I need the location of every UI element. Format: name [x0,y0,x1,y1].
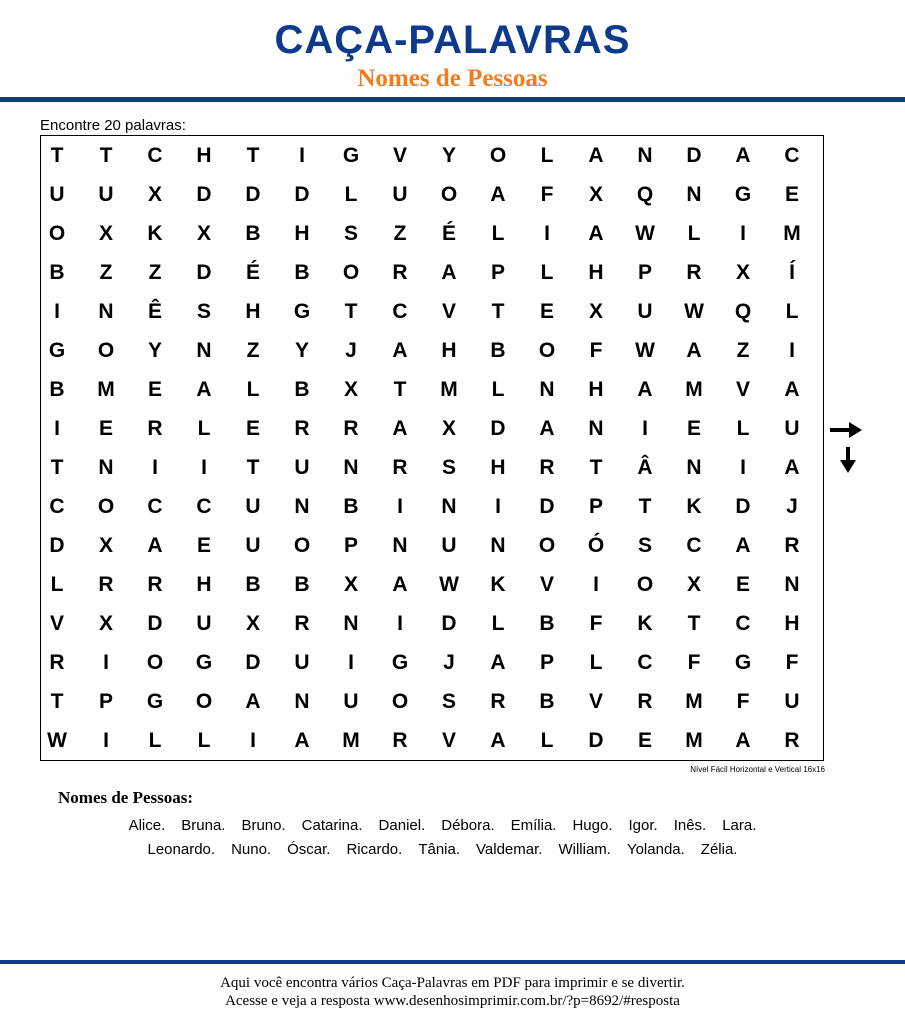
grid-letter[interactable]: N [343,611,359,635]
grid-letter[interactable]: I [397,494,403,518]
top-divider [0,97,905,102]
grid-letter[interactable]: W [47,728,67,752]
grid-letter[interactable]: O [489,143,507,167]
arrow-down-icon [838,446,858,474]
grid-letter[interactable]: L [148,728,162,752]
grid-letter[interactable]: L [540,728,554,752]
grid-letter[interactable]: E [637,728,652,752]
grid-letter[interactable]: O [146,650,164,674]
grid-letter[interactable]: J [345,338,357,362]
grid-letter[interactable]: P [588,494,603,518]
grid-letter[interactable]: R [147,416,163,440]
grid-letter[interactable]: G [48,338,66,362]
grid-letter[interactable]: É [441,221,456,245]
grid-letter[interactable]: R [686,260,702,284]
grid-letter[interactable]: N [784,572,800,596]
grid-letter[interactable]: O [342,260,360,284]
grid-letter[interactable]: I [201,455,207,479]
grid-letter[interactable]: B [49,377,65,401]
grid-letter[interactable]: E [147,377,162,401]
grid-letter[interactable]: X [441,416,456,440]
grid-letter[interactable]: M [685,689,703,713]
grid-letter[interactable]: Z [736,338,750,362]
grid-letter[interactable]: L [736,416,750,440]
grid-letter[interactable]: D [539,494,555,518]
grid-letter[interactable]: U [245,533,261,557]
grid-letter[interactable]: R [147,572,163,596]
grid-letter[interactable]: R [294,611,310,635]
grid-letter[interactable]: N [196,338,212,362]
grid-letter[interactable]: N [490,533,506,557]
grid-letter[interactable]: A [784,455,800,479]
grid-letter[interactable]: E [98,416,113,440]
instruction-text: Encontre 20 palavras: [40,117,186,134]
grid-letter[interactable]: F [589,338,603,362]
grid-letter[interactable]: B [245,221,261,245]
grid-letter[interactable]: S [637,533,652,557]
grid-letter[interactable]: A [539,416,555,440]
grid-letter[interactable]: O [440,182,458,206]
grid-letter[interactable]: L [785,299,799,323]
grid-letter[interactable]: L [491,221,505,245]
grid-letter[interactable]: M [685,728,703,752]
word-list-item: Débora. [441,817,495,834]
word-list-item: Bruno. [241,817,286,834]
grid-letter[interactable]: R [49,650,65,674]
grid-letter[interactable]: A [735,143,751,167]
grid-letter[interactable]: X [735,260,750,284]
word-list-row-2 [0,841,885,858]
grid-letter[interactable]: I [789,338,795,362]
grid-letter[interactable]: X [343,377,358,401]
grid-letter[interactable]: J [786,494,798,518]
grid-letter[interactable]: A [637,377,653,401]
grid-letter[interactable]: S [441,455,456,479]
word-list-item: Lara. [722,817,757,834]
grid-letter[interactable]: I [152,455,158,479]
grid-letter[interactable]: F [540,182,554,206]
grid-letter[interactable]: Z [99,260,113,284]
grid-letter[interactable]: R [784,728,800,752]
grid-letter[interactable]: T [99,143,113,167]
word-search-grid [47,136,841,760]
grid-letter[interactable]: C [147,143,163,167]
grid-letter[interactable]: B [490,338,506,362]
grid-letter[interactable]: C [392,299,408,323]
arrow-right-icon [829,420,863,440]
grid-letter[interactable]: A [245,689,261,713]
grid-letter[interactable]: N [686,455,702,479]
grid-letter[interactable]: O [538,533,556,557]
grid-letter[interactable]: B [539,611,555,635]
grid-letter[interactable]: D [441,611,457,635]
grid-letter[interactable]: E [196,533,211,557]
grid-letter[interactable]: W [439,572,459,596]
grid-letter[interactable]: H [196,143,212,167]
grid-letter[interactable]: V [49,611,64,635]
grid-letter[interactable]: A [490,650,506,674]
word-list-row-1 [0,817,885,834]
grid-letter[interactable]: I [495,494,501,518]
grid-letter[interactable]: B [294,377,310,401]
grid-letter[interactable]: U [49,182,65,206]
grid-letter[interactable]: T [246,455,260,479]
grid-letter[interactable]: R [343,416,359,440]
grid-letter[interactable]: A [490,182,506,206]
grid-letter[interactable]: R [539,455,555,479]
grid-letter[interactable]: A [735,728,751,752]
grid-letter[interactable]: H [441,338,457,362]
grid-letter[interactable]: N [588,416,604,440]
grid-letter[interactable]: B [294,572,310,596]
grid-letter[interactable]: N [294,494,310,518]
grid-letter[interactable]: B [343,494,359,518]
grid-letter[interactable]: D [245,182,261,206]
grid-letter[interactable]: T [687,611,701,635]
grid-letter[interactable]: L [687,221,701,245]
grid-letter[interactable]: E [539,299,554,323]
grid-letter[interactable]: H [196,572,212,596]
grid-letter[interactable]: I [250,728,256,752]
grid-letter[interactable]: T [393,377,407,401]
grid-letter[interactable]: K [637,611,653,635]
grid-letter[interactable]: S [196,299,211,323]
word-list-item: Emília. [510,817,557,834]
grid-letter[interactable]: C [147,494,163,518]
grid-letter[interactable]: X [588,299,603,323]
word-list-item: Catarina. [301,817,363,834]
word-list-item: Leonardo. [147,841,216,858]
grid-letter[interactable]: O [636,572,654,596]
grid-letter[interactable]: X [343,572,358,596]
grid-letter[interactable]: C [196,494,212,518]
grid-letter[interactable]: A [147,533,163,557]
word-search-grid-frame [40,135,824,761]
grid-letter[interactable]: R [98,572,114,596]
grid-letter[interactable]: A [686,338,702,362]
grid-letter[interactable]: O [48,221,66,245]
grid-letter[interactable]: G [734,650,752,674]
page-title: CAÇA-PALAVRAS [274,18,631,62]
grid-letter[interactable]: L [197,728,211,752]
grid-letter[interactable]: I [593,572,599,596]
grid-letter[interactable]: É [245,260,260,284]
word-list-item: Igor. [628,817,658,834]
grid-letter[interactable]: N [343,455,359,479]
grid-letter[interactable]: A [784,377,800,401]
word-list-item: Hugo. [572,817,613,834]
grid-letter[interactable]: Z [148,260,162,284]
grid-letter[interactable]: Z [246,338,260,362]
word-list-item: Tânia. [418,841,461,858]
grid-letter[interactable]: T [491,299,505,323]
grid-letter[interactable]: G [195,650,213,674]
grid-letter[interactable]: D [196,182,212,206]
word-list-item: Zélia. [700,841,738,858]
grid-letter[interactable]: A [392,416,408,440]
grid-letter[interactable]: H [245,299,261,323]
grid-letter[interactable]: W [635,338,655,362]
grid-letter[interactable]: P [539,650,554,674]
grid-letter[interactable]: K [147,221,163,245]
grid-letter[interactable]: I [740,221,746,245]
grid-letter[interactable]: Y [147,338,162,362]
grid-letter[interactable]: X [686,572,701,596]
grid-letter[interactable]: U [245,494,261,518]
grid-letter[interactable]: C [49,494,65,518]
page-subtitle: Nomes de Pessoas [357,65,548,92]
footer-line-2: Acesse e veja a resposta www.desenhosimprimir.com.br/?p=8692/#resposta [225,993,680,1009]
grid-letter[interactable]: N [637,143,653,167]
grid-letter[interactable]: U [784,416,800,440]
grid-letter[interactable]: P [490,260,505,284]
grid-letter[interactable]: M [685,377,703,401]
grid-letter[interactable]: I [642,416,648,440]
word-list-title: Nomes de Pessoas: [58,788,194,807]
grid-letter[interactable]: C [637,650,653,674]
grid-letter[interactable]: V [735,377,750,401]
grid-letter[interactable]: X [98,611,113,635]
word-list-item: Ricardo. [346,841,403,858]
grid-letter[interactable]: T [246,143,260,167]
grid-letter[interactable]: L [589,650,603,674]
grid-letter[interactable]: U [196,611,212,635]
grid-letter[interactable]: I [54,416,60,440]
grid-letter[interactable]: D [196,260,212,284]
grid-letter[interactable]: V [441,728,456,752]
grid-letter[interactable]: A [196,377,212,401]
grid-letter[interactable]: N [392,533,408,557]
grid-letter[interactable]: N [539,377,555,401]
grid-letter[interactable]: X [98,221,113,245]
grid-letter[interactable]: B [539,689,555,713]
word-list-item: William. [558,841,611,858]
grid-letter[interactable]: Q [636,182,654,206]
word-list-item: Daniel. [378,817,426,834]
grid-letter[interactable]: U [343,689,359,713]
grid-letter[interactable]: D [588,728,604,752]
grid-letter[interactable]: F [687,650,701,674]
word-list-item: Alice. [128,817,166,834]
footer-line-1: Aqui você encontra vários Caça-Palavras em PDF para imprimir e se divertir. [220,975,685,991]
word-list-item: Inês. [673,817,707,834]
grid-letter[interactable]: D [49,533,65,557]
grid-letter[interactable]: O [195,689,213,713]
grid-letter[interactable]: P [637,260,652,284]
word-list-item: Yolanda. [626,841,685,858]
grid-letter[interactable]: R [490,689,506,713]
grid-letter[interactable]: E [735,572,750,596]
grid-letter[interactable]: I [103,650,109,674]
grid-letter[interactable]: H [490,455,506,479]
grid-letter[interactable]: A [392,572,408,596]
grid-letter[interactable]: L [491,377,505,401]
grid-letter[interactable]: B [245,572,261,596]
grid-letter[interactable]: D [245,650,261,674]
word-list-item: Valdemar. [476,841,543,858]
grid-letter[interactable]: D [147,611,163,635]
grid-letter[interactable]: U [637,299,653,323]
grid-letter[interactable]: L [197,416,211,440]
grid-letter[interactable]: R [392,260,408,284]
grid-letter[interactable]: P [343,533,358,557]
grid-letter[interactable]: M [440,377,458,401]
grid-letter[interactable]: L [540,260,554,284]
grid-letter[interactable]: O [293,533,311,557]
grid-letter[interactable]: O [97,494,115,518]
grid-letter[interactable]: T [50,143,64,167]
grid-letter[interactable]: R [294,416,310,440]
grid-letter[interactable]: I [103,728,109,752]
grid-letter[interactable]: C [735,611,751,635]
grid-letter[interactable]: M [97,377,115,401]
grid-letter[interactable]: F [589,611,603,635]
grid-letter[interactable]: K [686,494,702,518]
grid-letter[interactable]: B [294,260,310,284]
grid-letter[interactable]: U [784,689,800,713]
grid-letter[interactable]: D [490,416,506,440]
grid-letter[interactable]: N [686,182,702,206]
grid-letter[interactable]: F [736,689,750,713]
grid-letter[interactable]: L [491,611,505,635]
grid-letter[interactable]: D [686,143,702,167]
grid-letter[interactable]: U [294,455,310,479]
grid-letter[interactable]: Q [734,299,752,323]
grid-letter[interactable]: N [98,455,114,479]
grid-letter[interactable]: X [98,533,113,557]
grid-letter[interactable]: I [544,221,550,245]
grid-letter[interactable]: L [540,143,554,167]
grid-letter[interactable]: G [342,143,360,167]
grid-letter[interactable]: G [293,299,311,323]
grid-letter[interactable]: H [294,221,310,245]
grid-letter[interactable]: T [344,299,358,323]
grid-letter[interactable]: I [299,143,305,167]
grid-letter[interactable]: I [397,611,403,635]
grid-letter[interactable]: F [785,650,799,674]
grid-letter[interactable]: J [443,650,455,674]
grid-letter[interactable]: V [392,143,407,167]
grid-letter[interactable]: W [684,299,704,323]
grid-letter[interactable]: G [734,182,752,206]
grid-letter[interactable]: G [391,650,409,674]
grid-letter[interactable]: D [735,494,751,518]
grid-letter[interactable]: A [490,728,506,752]
grid-letter[interactable]: X [588,182,603,206]
grid-letter[interactable]: U [294,650,310,674]
grid-letter[interactable]: A [441,260,457,284]
grid-letter[interactable]: Y [441,143,456,167]
grid-letter[interactable]: I [54,299,60,323]
grid-letter[interactable]: V [539,572,554,596]
grid-letter[interactable]: A [588,221,604,245]
grid-letter[interactable]: S [343,221,358,245]
grid-letter[interactable]: Y [294,338,309,362]
grid-letter[interactable]: V [441,299,456,323]
grid-letter[interactable]: T [50,455,64,479]
grid-letter[interactable]: M [342,728,360,752]
grid-letter[interactable]: C [686,533,702,557]
grid-letter[interactable]: H [588,260,604,284]
grid-letter[interactable]: O [97,338,115,362]
grid-letter[interactable]: N [294,689,310,713]
grid-letter[interactable]: A [392,338,408,362]
grid-letter[interactable]: E [245,416,260,440]
grid-letter[interactable]: Z [393,221,407,245]
level-label: Nível Fácil Horizontal e Vertical 16x16 [690,765,825,774]
grid-letter[interactable]: S [441,689,456,713]
grid-letter[interactable]: T [589,455,603,479]
grid-letter[interactable]: B [49,260,65,284]
grid-letter[interactable]: O [391,689,409,713]
grid-letter[interactable]: R [784,533,800,557]
grid-letter[interactable]: I [740,455,746,479]
grid-letter[interactable]: P [98,689,113,713]
grid-letter[interactable]: K [490,572,506,596]
grid-letter[interactable]: T [50,689,64,713]
grid-letter[interactable]: Ê [147,299,162,323]
grid-letter[interactable]: V [588,689,603,713]
grid-letter[interactable]: E [784,182,799,206]
grid-letter[interactable]: X [245,611,260,635]
grid-letter[interactable]: N [441,494,457,518]
grid-letter[interactable]: L [246,377,260,401]
grid-letter[interactable]: U [98,182,114,206]
grid-letter[interactable]: E [686,416,701,440]
grid-letter[interactable]: D [294,182,310,206]
grid-letter[interactable]: T [638,494,652,518]
grid-letter[interactable]: L [344,182,358,206]
word-list-item: Óscar. [287,841,331,858]
grid-letter[interactable]: G [146,689,164,713]
grid-letter[interactable]: H [784,611,800,635]
word-list-item: Bruna. [181,817,226,834]
grid-letter[interactable]: X [196,221,211,245]
word-list-item: Nuno. [231,841,272,858]
grid-letter[interactable]: N [98,299,114,323]
grid-letter[interactable]: Í [789,260,795,284]
grid-letter[interactable]: A [735,533,751,557]
grid-letter[interactable]: A [294,728,310,752]
grid-letter[interactable]: A [588,143,604,167]
grid-letter[interactable]: U [392,182,408,206]
grid-letter[interactable]: U [441,533,457,557]
grid-letter[interactable]: C [784,143,800,167]
grid-letter[interactable]: L [50,572,64,596]
grid-letter[interactable]: O [538,338,556,362]
grid-letter[interactable]: M [783,221,801,245]
grid-letter[interactable]: I [348,650,354,674]
bottom-divider [0,960,905,964]
grid-letter[interactable]: R [392,728,408,752]
grid-letter[interactable]: W [635,221,655,245]
grid-letter[interactable]: Ó [587,533,605,557]
grid-letter[interactable]: R [392,455,408,479]
grid-letter[interactable]: H [588,377,604,401]
grid-letter[interactable]: Â [637,455,653,479]
grid-letter[interactable]: X [147,182,162,206]
grid-letter[interactable]: R [637,689,653,713]
